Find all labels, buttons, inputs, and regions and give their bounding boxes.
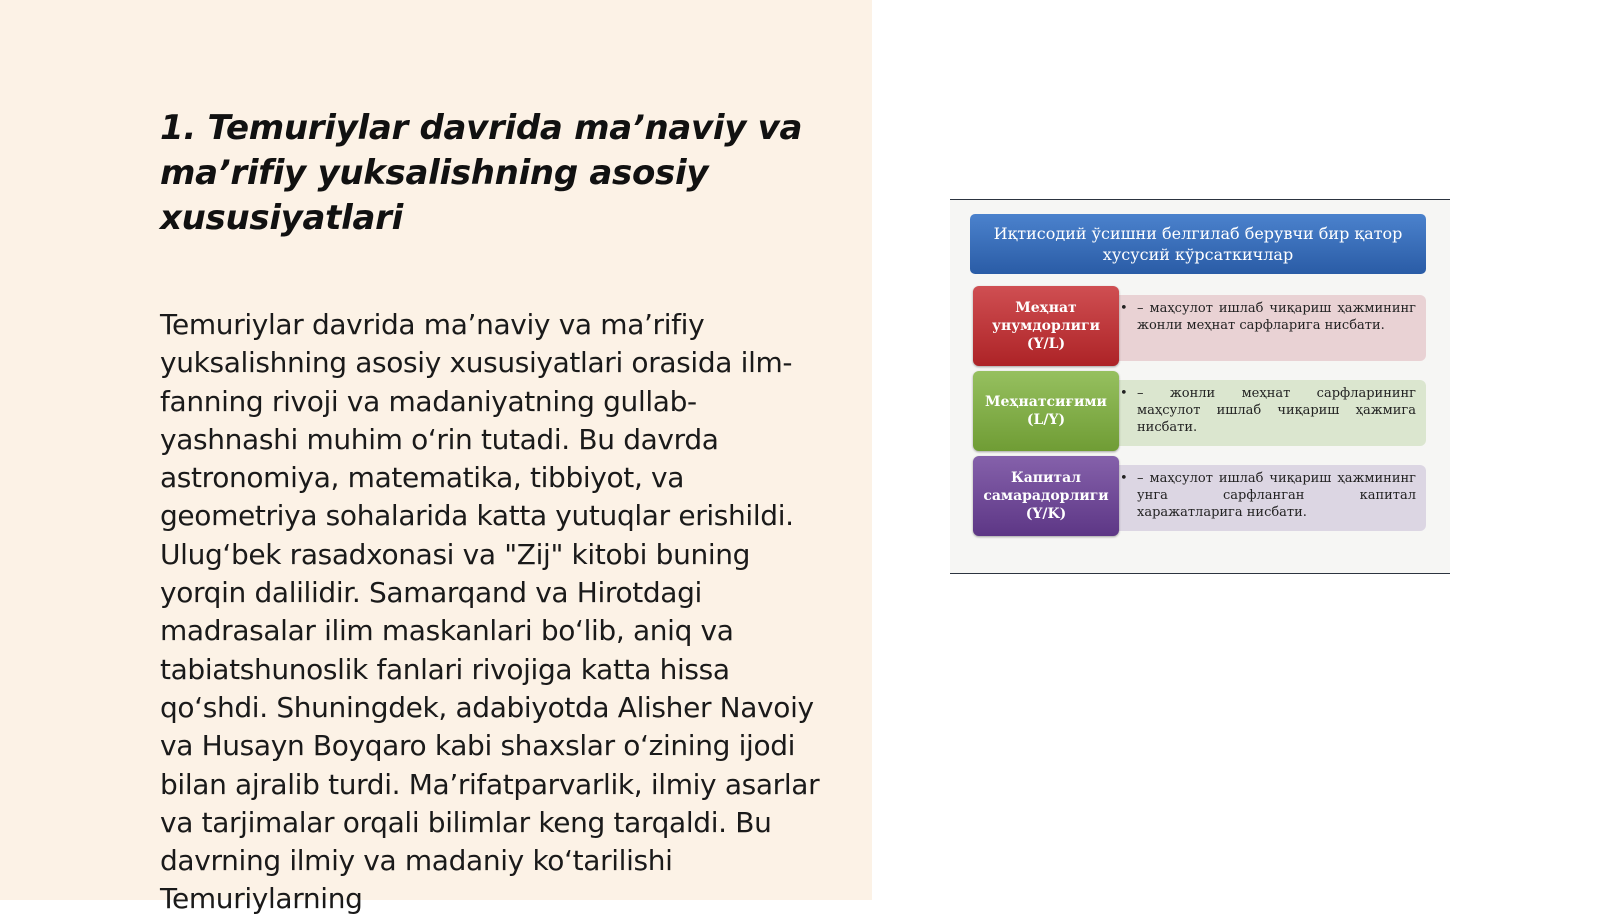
figure-row-labor-intensity [973, 371, 1426, 451]
figure-row-label: Меҳнатсиғими (L/Y) [973, 371, 1119, 451]
bullet-icon: • [1120, 471, 1128, 486]
figure-header: Иқтисодий ўсишни белгилаб берувчи бир қатор хусусий кўрсаткичлар [970, 214, 1426, 274]
slide-body-text: Temuriylar davrida ma’naviy va ma’rifiy yuksalishning asosiy xususiyatlari orasida ilm-fanning rivoji va madaniyatning gullab-yashnashi muhim o‘rin tutadi. Bu davrda astronomiya, matematika, tibbiyot, va geometriya sohalarida katta yutuqlar erishildi. Ulug‘bek rasadxonasi va "Zij" kitobi buning yorqin dalilidir. Samarqand va Hirotdagi madrasalar ilim maskanlari bo‘lib, aniq va tabiatshunoslik fanlari rivojiga katta hissa qo‘shdi. Shuningdek, adabiyotda Alisher Navoiy va Husayn Boyqaro kabi shaxslar o‘zining ijodi bilan ajralib turdi. Ma’rifatparvarlik, ilmiy asarlar va tarjimalar orqali bilimlar keng tarqaldi. Bu davrning ilmiy va madaniy ko‘tarilishi Temuriylarning [160, 308, 820, 916]
slide-title: 1. Temuriylar davrida ma’naviy va ma’rifiy yuksalishning asosiy xususiyatlari [160, 108, 803, 238]
figure-row-description [1113, 465, 1426, 531]
bullet-icon: • [1120, 386, 1128, 401]
figure-row-labor-productivity [973, 286, 1426, 366]
figure-row-description [1113, 380, 1426, 446]
figure-row-label: Меҳнат унумдорлиги (Y/L) [973, 286, 1119, 366]
figure-row-description-text: – жонли меҳнат сарфларининг маҳсулот ишлаб чиқариш ҳажмига нисбати. [1137, 386, 1416, 435]
figure-row-description-text: – маҳсулот ишлаб чиқариш ҳажмининг унга сарфланган капитал харажатларига нисбати. [1137, 471, 1416, 520]
figure-row-label: Капитал самарадорлиги (Y/K) [973, 456, 1119, 536]
figure-row-capital-efficiency [973, 456, 1426, 536]
figure-row-description [1113, 295, 1426, 361]
economic-indicators-figure [950, 199, 1450, 574]
figure-row-description-text: – маҳсулот ишлаб чиқариш ҳажмининг жонли меҳнат сарфларига нисбати. [1137, 301, 1416, 333]
bullet-icon: • [1120, 301, 1128, 316]
